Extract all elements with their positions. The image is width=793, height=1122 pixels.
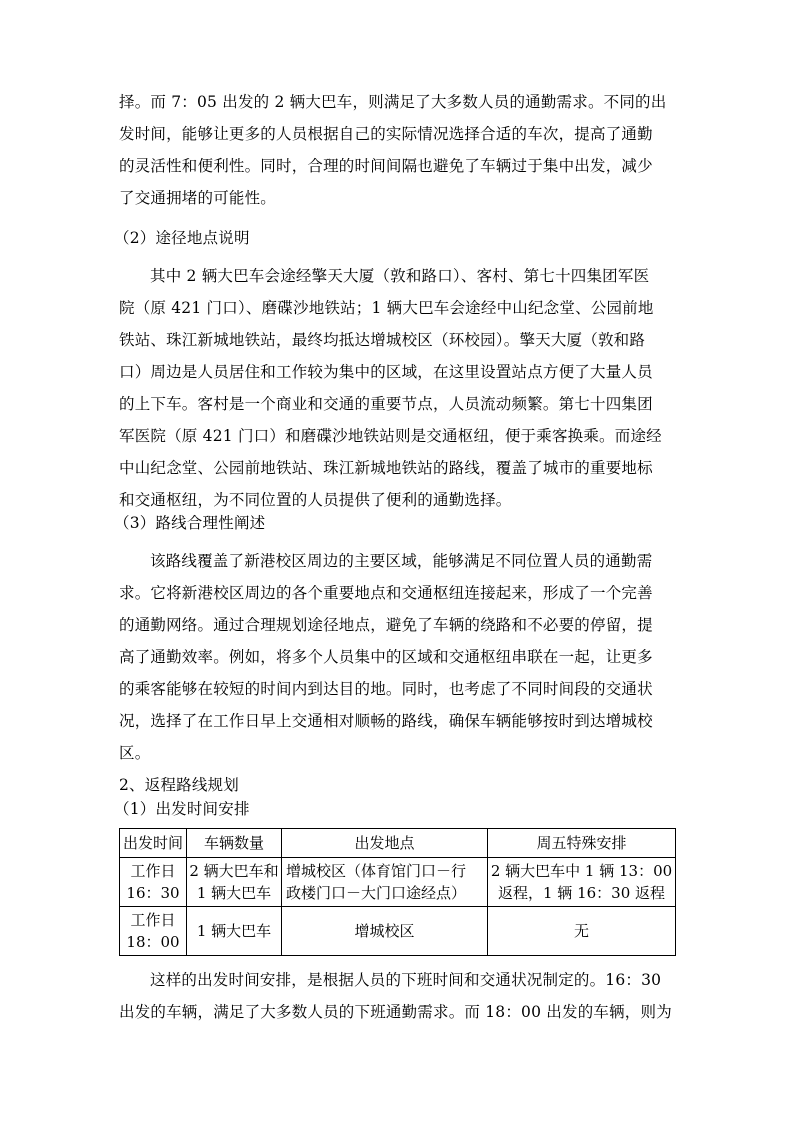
text-line: 了交通拥堵的可能性。: [119, 189, 277, 207]
header-departure-location: 出发地点: [282, 829, 488, 858]
cell-friday: 无: [488, 907, 676, 956]
header-friday-arrangement: 周五特殊安排: [488, 829, 676, 858]
text-line: 这样的出发时间安排，是根据人员的下班时间和交通状况制定的。16：30: [150, 971, 662, 989]
cell-time: 工作日 18：00: [120, 907, 187, 956]
table-row: [120, 858, 676, 907]
cell-friday: 2 辆大巴车中 1 辆 13：00 返程，1 辆 16：30 返程: [488, 858, 676, 907]
text-line: 铁站、珠江新城地铁站，最终均抵达增城校区（环校园）。擎天大厦（敦和路: [119, 331, 646, 349]
text-line: 其中 2 辆大巴车会途经擎天大厦（敦和路口）、客村、第七十四集团军医: [150, 267, 650, 285]
subheading-route-rationale: （3）路线合理性阐述: [114, 514, 266, 532]
header-departure-time: 出发时间: [120, 829, 187, 858]
text-line: 求。它将新港校区周边的各个重要地点和交通枢纽连接起来，形成了一个完善: [119, 584, 653, 602]
text-line: 发时间，能够让更多的人员根据自己的实际情况选择合适的车次，提高了通勤: [119, 125, 653, 143]
text-line: 中山纪念堂、公园前地铁站、珠江新城地铁站的路线，覆盖了城市的重要地标: [119, 459, 653, 477]
text-line: 院（原 421 门口）、磨碟沙地铁站；1 辆大巴车会途经中山纪念堂、公园前地: [119, 299, 654, 317]
text-line: 军医院（原 421 门口）和磨碟沙地铁站则是交通枢纽，便于乘客换乘。而途经: [119, 427, 662, 445]
text-line: 口）周边是人员居住和工作较为集中的区域，在这里设置站点方便了大量人员: [119, 363, 653, 381]
subheading-departure-times: （1）出发时间安排: [114, 800, 250, 818]
text-line: 的灵活性和便利性。同时，合理的时间间隔也避免了车辆过于集中出发，减少: [119, 157, 653, 175]
table-row: [120, 907, 676, 956]
text-line: 该路线覆盖了新港校区周边的主要区域，能够满足不同位置人员的通勤需: [150, 552, 653, 570]
text-line: 的通勤网络。通过合理规划途径地点，避免了车辆的绕路和不必要的停留，提: [119, 616, 653, 634]
section-heading-return-route: 2、返程路线规划: [119, 776, 239, 794]
text-line: 出发的车辆，满足了大多数人员的下班通勤需求。而 18：00 出发的车辆，则为: [119, 1003, 672, 1021]
cell-time: 工作日 16：30: [120, 858, 187, 907]
header-vehicle-count: 车辆数量: [187, 829, 282, 858]
text-line: 择。而 7：05 出发的 2 辆大巴车，则满足了大多数人员的通勤需求。不同的出: [119, 93, 667, 111]
text-line: 区。: [119, 744, 151, 762]
cell-vehicles: 1 辆大巴车: [187, 907, 282, 956]
subheading-route-stops: （2）途径地点说明: [114, 229, 250, 247]
text-line: 和交通枢纽，为不同位置的人员提供了便利的通勤选择。: [119, 491, 512, 509]
cell-location: 增城校区: [282, 907, 488, 956]
cell-vehicles: 2 辆大巴车和 1 辆大巴车: [187, 858, 282, 907]
cell-location: 增城校区（体育馆门口－行 政楼门口－大门口途经点）: [282, 858, 488, 907]
return-schedule-table: [119, 828, 676, 956]
text-line: 况，选择了在工作日早上交通相对顺畅的路线，确保车辆能够按时到达增城校: [119, 712, 653, 730]
table-header-row: [120, 829, 676, 858]
text-line: 的上下车。客村是一个商业和交通的重要节点，人员流动频繁。第七十四集团: [119, 395, 653, 413]
text-line: 高了通勤效率。例如，将多个人员集中的区域和交通枢纽串联在一起，让更多: [119, 648, 653, 666]
text-line: 的乘客能够在较短的时间内到达目的地。同时，也考虑了不同时间段的交通状: [119, 680, 653, 698]
